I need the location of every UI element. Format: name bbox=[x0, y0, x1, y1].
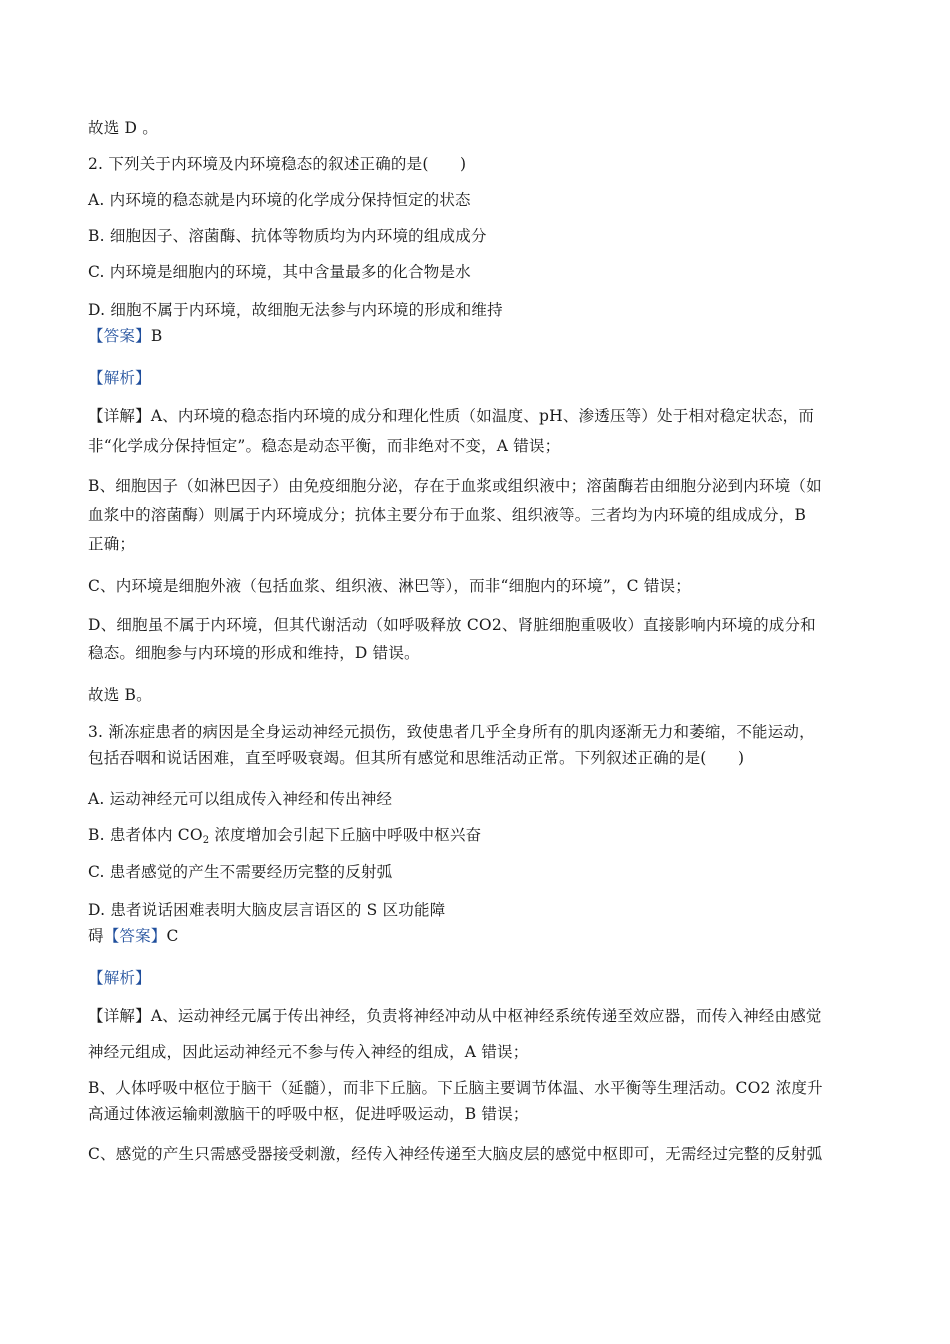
q3-answer-value: C bbox=[166, 927, 179, 945]
q3-detail-line-2: 神经元组成，因此运动神经元不参与传入神经的组成，A 错误； bbox=[88, 1043, 529, 1061]
q3-answer-tag: 【答案】 bbox=[103, 927, 167, 945]
q3-detail-tag: 【详解】 bbox=[88, 1007, 151, 1025]
q2-stem: 2. 下列关于内环境及内环境稳态的叙述正确的是( ) bbox=[88, 155, 467, 173]
q2-option-b: B. 细胞因子、溶菌酶、抗体等物质均为内环境的组成成分 bbox=[88, 227, 487, 245]
q3-option-a: A. 运动神经元可以组成传入神经和传出神经 bbox=[88, 790, 393, 808]
q2-detail-tag: 【详解】 bbox=[88, 407, 151, 425]
q3-option-b-post: 浓度增加会引起下丘脑中呼吸中枢兴奋 bbox=[209, 826, 482, 844]
q2-answer-value: B bbox=[150, 327, 163, 345]
q2-detail-text-1: A、内环境的稳态指内环境的成分和理化性质（如温度、pH、渗透压等）处于相对稳定状态，而 bbox=[150, 407, 815, 425]
q3-detail-line-5: C、感觉的产生只需感受器接受刺激，经传入神经传递至大脑皮层的感觉中枢即可，无需经过完整的反射弧 bbox=[88, 1145, 823, 1163]
q2-option-a: A. 内环境的稳态就是内环境的化学成分保持恒定的状态 bbox=[88, 191, 471, 209]
q2-detail-line-1 bbox=[88, 406, 814, 426]
q2-detail-line-5: 正确； bbox=[88, 535, 136, 553]
q2-detail-line-4: 血浆中的溶菌酶）则属于内环境成分；抗体主要分布于血浆、组织液等。三者均为内环境的组成成分，B bbox=[88, 506, 807, 524]
q2-conclusion: 故选 B。 bbox=[88, 686, 152, 704]
q3-detail-line-4: 高通过体液运输刺激脑干的呼吸中枢，促进呼吸运动，B 错误； bbox=[88, 1105, 529, 1123]
q3-detail-line-1 bbox=[88, 1006, 822, 1026]
q3-option-c: C. 患者感觉的产生不需要经历完整的反射弧 bbox=[88, 863, 393, 881]
q2-answer-tag: 【答案】 bbox=[88, 327, 151, 345]
q2-option-d: D. 细胞不属于内环境，故细胞无法参与内环境的形成和维持 bbox=[88, 301, 503, 319]
q2-detail-line-6: C、内环境是细胞外液（包括血浆、组织液、淋巴等），而非“细胞内的环境”，C 错误； bbox=[88, 577, 691, 595]
q3-option-b bbox=[88, 825, 481, 851]
q3-option-d: D. 患者说话困难表明大脑皮层言语区的 S 区功能障 bbox=[88, 901, 446, 919]
q3-stem-line-2: 包括吞咽和说话困难，直至呼吸衰竭。但其所有感觉和思维活动正常。下列叙述正确的是( ) bbox=[88, 749, 745, 767]
q3-analysis-tag: 【解析】 bbox=[88, 969, 151, 987]
q2-detail-line-8: 稳态。细胞参与内环境的形成和维持，D 错误。 bbox=[88, 644, 420, 662]
q3-option-b-subscript: 2 bbox=[202, 835, 210, 846]
q2-analysis-tag: 【解析】 bbox=[88, 369, 151, 387]
q3-answer-line bbox=[88, 926, 179, 946]
q2-option-c: C. 内环境是细胞内的环境，其中含量最多的化合物是水 bbox=[88, 263, 471, 281]
q2-detail-line-3: B、细胞因子（如淋巴因子）由免疫细胞分泌，存在于血浆或组织液中；溶菌酶若由细胞分泌到内环境（如 bbox=[88, 477, 822, 495]
q2-detail-line-7: D、细胞虽不属于内环境，但其代谢活动（如呼吸释放 CO2、肾脏细胞重吸收）直接影响内环境的成分和 bbox=[88, 616, 816, 634]
q2-answer-line bbox=[88, 326, 162, 346]
q1-conclusion: 故选 D 。 bbox=[88, 119, 158, 137]
q2-detail-line-2: 非“化学成分保持恒定”。稳态是动态平衡，而非绝对不变，A 错误； bbox=[88, 437, 561, 455]
q3-option-d-tail: 碍 bbox=[88, 927, 104, 945]
q3-detail-text-1: A、运动神经元属于传出神经，负责将神经冲动从中枢神经系统传递至效应器，而传入神经由感觉 bbox=[150, 1007, 822, 1025]
q3-stem-line-1: 3. 渐冻症患者的病因是全身运动神经元损伤，致使患者几乎全身所有的肌肉逐渐无力和萎缩，不能运动， bbox=[88, 723, 815, 741]
q3-option-b-pre: B. 患者体内 CO bbox=[88, 826, 203, 844]
q3-detail-line-3: B、人体呼吸中枢位于脑干（延髓），而非下丘脑。下丘脑主要调节体温、水平衡等生理活动。CO2 浓度升 bbox=[88, 1079, 823, 1097]
